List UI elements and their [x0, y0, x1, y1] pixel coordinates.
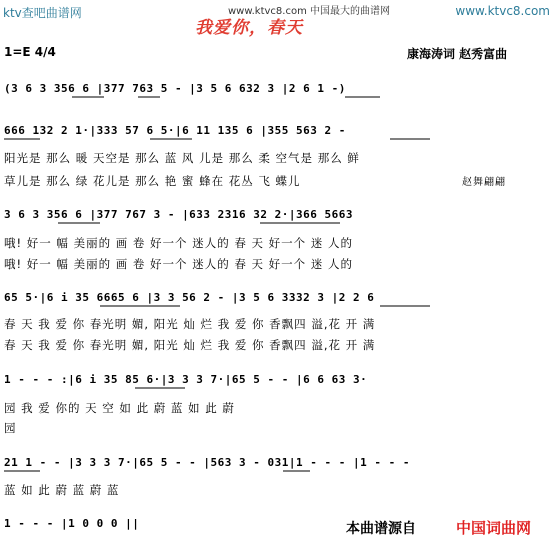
key-signature: 1=E 4/4 — [4, 45, 56, 59]
lyric-line-4-verse-2: 春 天 我 爱 你 春光明 媚, 阳光 灿 烂 我 爱 你 香飘四 溢,花 开 满 — [4, 338, 376, 352]
lyric-line-5-verse-1: 园 我 爱 你的 天 空 如 此 蔚 蓝 如 此 蔚 — [4, 401, 235, 415]
site-header-right[interactable]: www.ktvc8.com — [455, 4, 550, 18]
lyric-line-6: 蓝 如 此 蔚 蓝 蔚 蓝 — [4, 483, 120, 497]
song-title: 我爱你，春天 — [195, 18, 303, 38]
score-line-1: (3 6 3 356 6 |377 763 5 - |3 5 6 632 3 |2 6 1 -) — [4, 82, 346, 95]
site-header-middle: www.ktvc8.com 中国最大的曲谱网 — [228, 6, 391, 17]
lyric-line-5-verse-2: 园 — [4, 421, 17, 435]
score-line-4: 65 5·|6 i 35 6665 6 |3 3 56 2 - |3 5 6 3332 3 |2 2 6 — [4, 291, 375, 304]
score-line-3: 3 6 3 356 6 |377 767 3 - |633 2316 32 2·|366 5663 — [4, 208, 354, 221]
lyric-line-2-verse-2-tail: 赵舞翩翩 — [462, 177, 506, 188]
footer-site-link[interactable]: 中国词曲网 — [456, 519, 532, 537]
score-line-2: 666 132 2 1·|333 57 6 5·|6 11 135 6 |355 563 2 - — [4, 124, 346, 137]
score-line-5: 1 - - - :|6 i 35 85 6·|3 3 3 7·|65 5 - - |6 6 63 3· — [4, 373, 368, 386]
footer-source-label: 本曲谱源自 — [346, 521, 416, 537]
lyric-line-3-verse-1: 哦! 好一 幅 美丽的 画 卷 好一个 迷人的 春 天 好一个 迷 人的 — [4, 236, 353, 250]
site-header-left[interactable]: ktv查吧曲谱网 — [3, 6, 82, 20]
score-line-7: 1 - - - |1 0 0 0 || — [4, 517, 140, 530]
lyric-line-2-verse-2: 草儿是 那么 绿 花儿是 那么 艳 蜜 蜂在 花丛 飞 蝶儿 — [4, 174, 301, 188]
song-authors: 康海涛词 赵秀富曲 — [407, 47, 508, 61]
lyric-line-3-verse-2: 哦! 好一 幅 美丽的 画 卷 好一个 迷人的 春 天 好一个 迷 人的 — [4, 257, 353, 271]
lyric-line-4-verse-1: 春 天 我 爱 你 春光明 媚, 阳光 灿 烂 我 爱 你 香飘四 溢,花 开 满 — [4, 317, 376, 331]
lyric-line-2-verse-1: 阳光是 那么 暖 天空是 那么 蓝 风 儿是 那么 柔 空气是 那么 鲜 — [4, 151, 360, 165]
score-line-6: 21 1 - - |3 3 3 7·|65 5 - - |563 3 - 031|1 - - - |1 - - - — [4, 456, 410, 469]
